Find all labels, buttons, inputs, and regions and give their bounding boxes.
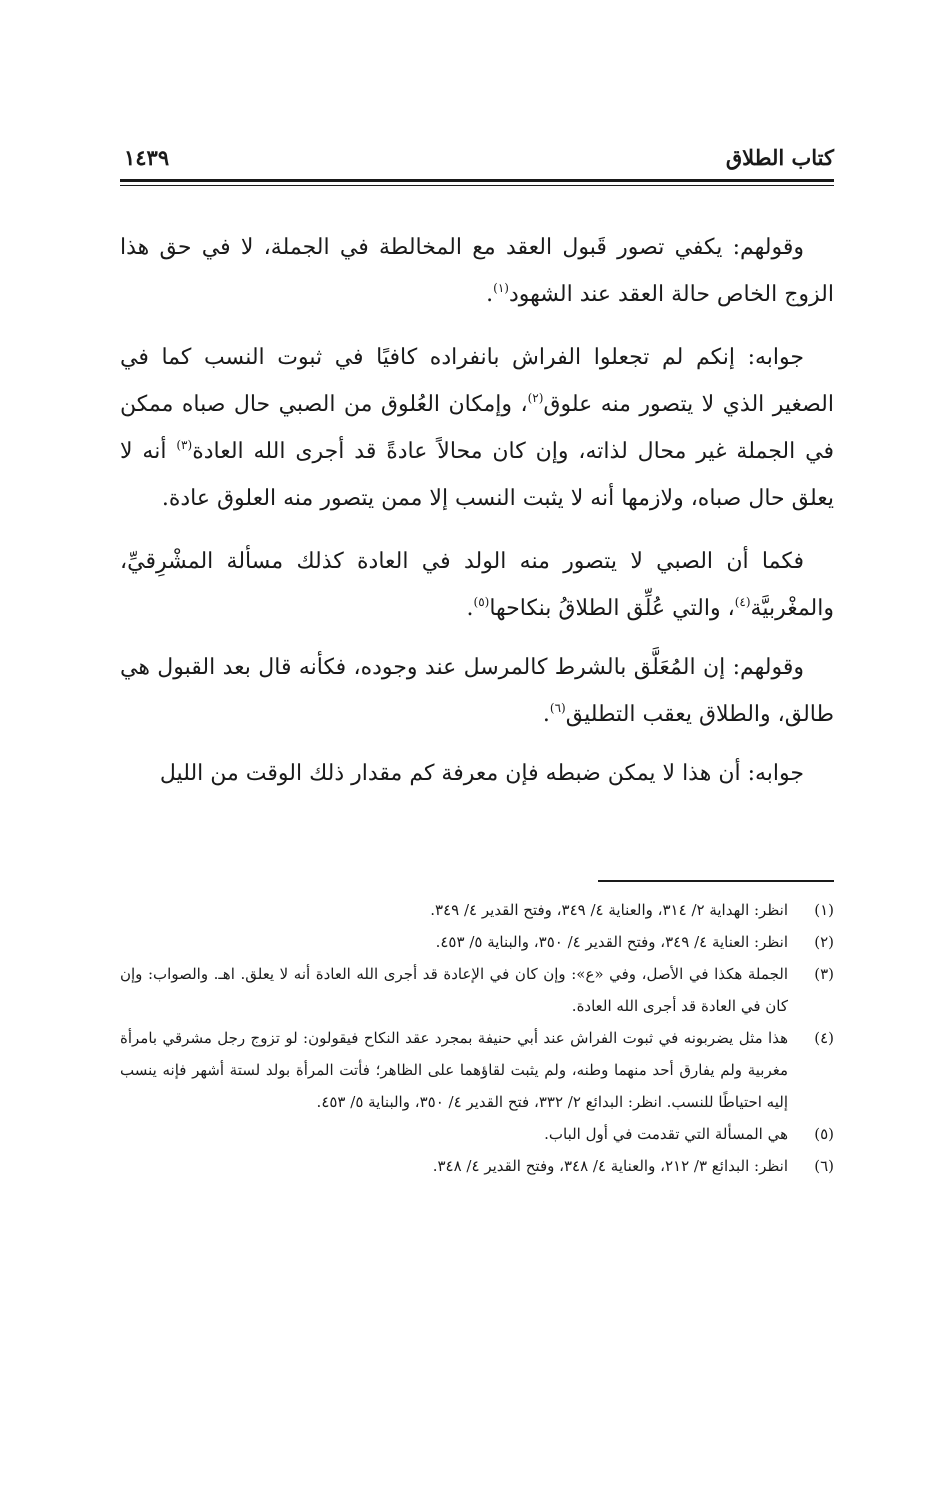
running-title: كتاب الطلاق xyxy=(725,145,834,170)
footnote-text: الجملة هكذا في الأصل، وفي «ع»: وإن كان في الإعادة قد أجرى الله العادة أنه لا يعلق. اهـ. والصواب: وإن كان في العادة قد أجرى الله العادة. xyxy=(120,965,788,1015)
page-number: ١٤٣٩ xyxy=(124,145,170,170)
footnote-number: (٣) xyxy=(814,965,834,983)
footnote-ref-2[interactable]: (٢) xyxy=(527,391,544,405)
footnote-4 xyxy=(120,1022,834,1118)
footnote-1 xyxy=(120,894,834,926)
paragraph-2-text-b: ، وإمكان العُلوق من الصبي حال صباه ممكن في الجملة غير محال لذاته، وإن كان محالاً عادةً قد أجرى الله العادة xyxy=(120,392,834,464)
footnote-ref-4[interactable]: (٤) xyxy=(734,595,751,609)
footnote-number: (١) xyxy=(814,901,834,919)
paragraph-4 xyxy=(120,644,834,738)
footnotes xyxy=(120,894,834,1182)
paragraph-2-text-a: جوابه: إنكم لم تجعلوا الفراش بانفراده كافيًا في ثبوت النسب كما في الصغير الذي لا يتصور منه علوق xyxy=(120,345,834,417)
header-rule-thin xyxy=(120,185,834,186)
footnote-text: انظر: العناية ٤/ ٣٤٩، وفتح القدير ٤/ ٣٥٠، والبناية ٥/ ٤٥٣. xyxy=(435,933,788,951)
footnote-number: (٦) xyxy=(814,1157,834,1175)
paragraph-5 xyxy=(120,750,834,797)
book-page xyxy=(120,0,834,1494)
header-rule-thick xyxy=(120,179,834,182)
footnote-ref-1[interactable]: (١) xyxy=(493,281,509,295)
paragraph-3-text-b: ، والتي عُلِّق الطلاقُ بنكاحها xyxy=(489,596,735,621)
footnote-ref-5[interactable]: (٥) xyxy=(473,595,490,609)
footnote-text: هي المسألة التي تقدمت في أول الباب. xyxy=(544,1125,788,1143)
footnote-6 xyxy=(120,1150,834,1182)
paragraph-2 xyxy=(120,334,834,522)
page-header xyxy=(120,142,834,178)
paragraph-5-text: جوابه: أن هذا لا يمكن ضبطه فإن معرفة كم مقدار ذلك الوقت من الليل xyxy=(159,761,804,786)
paragraph-3 xyxy=(120,538,834,632)
footnote-5 xyxy=(120,1118,834,1150)
main-text xyxy=(120,224,834,813)
paragraph-1-text: وقولهم: يكفي تصور قَبول العقد مع المخالطة في الجملة، لا في حق هذا الزوج الخاص حالة العقد عند الشهود xyxy=(120,235,834,307)
paragraph-3-text-a: فكما أن الصبي لا يتصور منه الولد في العادة كذلك مسألة المشْرِقيِّ، والمغْربيَّة xyxy=(120,549,834,621)
footnote-number: (٢) xyxy=(814,933,834,951)
paragraph-4-text: وقولهم: إن المُعَلَّق بالشرط كالمرسل عند وجوده، فكأنه قال بعد القبول هي طالق، والطلاق يعقب التطليق xyxy=(120,655,834,727)
footnote-2 xyxy=(120,926,834,958)
footnote-ref-3[interactable]: (٣) xyxy=(176,438,193,452)
paragraph-3-end: . xyxy=(466,596,474,621)
footnote-ref-6[interactable]: (٦) xyxy=(549,701,566,715)
footnote-text: انظر: الهداية ٢/ ٣١٤، والعناية ٤/ ٣٤٩، وفتح القدير ٤/ ٣٤٩. xyxy=(430,901,788,919)
paragraph-1 xyxy=(120,224,834,318)
footnote-number: (٥) xyxy=(814,1125,834,1143)
paragraph-4-end: . xyxy=(542,702,550,727)
footnote-text: انظر: البدائع ٣/ ٢١٢، والعناية ٤/ ٣٤٨، وفتح القدير ٤/ ٣٤٨. xyxy=(432,1157,788,1175)
paragraph-2-text-c: أنه لا يعلق حال صباه، ولازمها أنه لا يثبت النسب إلا ممن يتصور منه العلوق عادة. xyxy=(120,439,834,511)
footnote-3 xyxy=(120,958,834,1022)
footnote-text: هذا مثل يضربونه في ثبوت الفراش عند أبي حنيفة بمجرد عقد النكاح فيقولون: لو تزوج رجل مشرقي بامرأة مغربية ولم يفارق أحد منهما وطنه، ولم يثبت لقاؤهما على الظاهر؛ فأتت المرأة بولد لستة أشهر فإنه ينسب إليه احتياطًا للنسب. انظر: البدائع ٢/ ٣٣٢، فتح القدير ٤/ ٣٥٠، والبناية ٥/ ٤٥٣. xyxy=(120,1029,788,1111)
footnote-separator xyxy=(598,880,834,882)
paragraph-1-end: . xyxy=(486,282,494,307)
footnote-number: (٤) xyxy=(814,1029,834,1047)
